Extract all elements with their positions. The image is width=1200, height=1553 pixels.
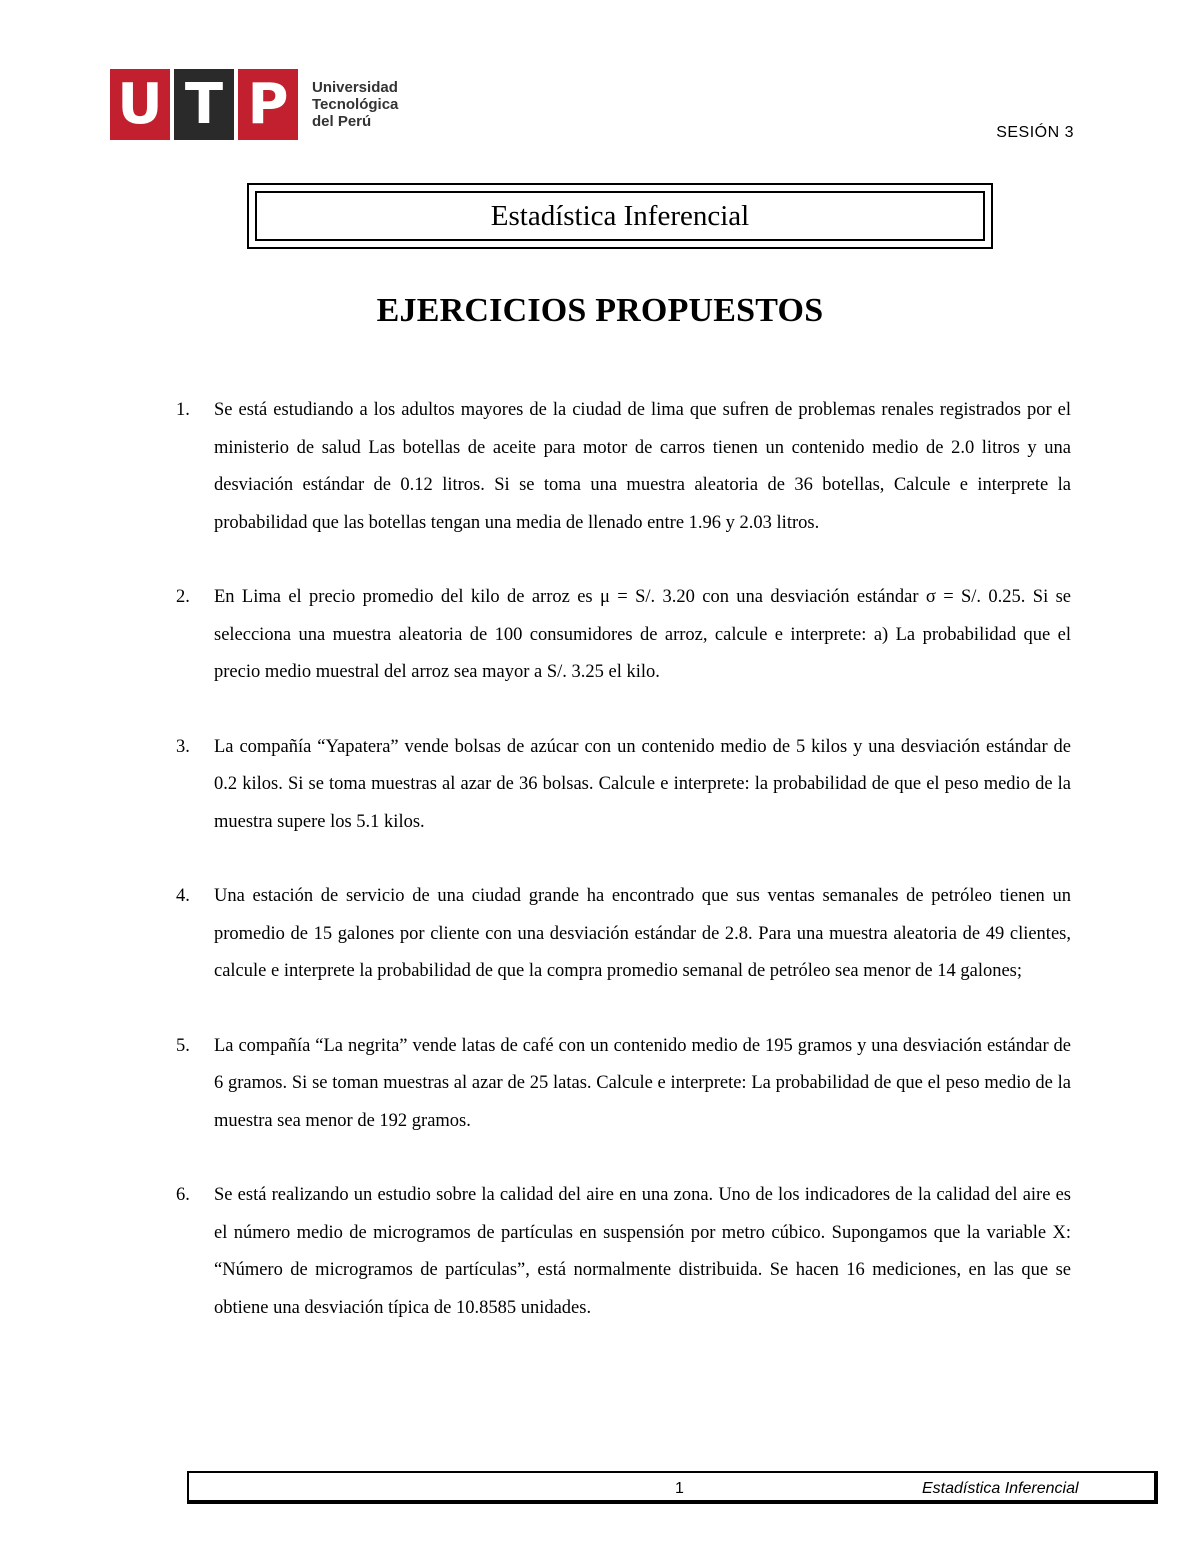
exercise-text: La compañía “Yapatera” vende bolsas de azúcar con un contenido medio de 5 kilos y una desviación estándar de 0.2 kilos. Si se toma muestras al azar de 36 bolsas. Calcule e interprete: la probabilidad de que el peso medio de la muestra supere los 5.1 kilos. <box>214 736 1071 832</box>
footer-course-title: Estadística Inferencial <box>922 1480 1079 1497</box>
exercise-number: 3. <box>176 736 190 757</box>
exercise-text: En Lima el precio promedio del kilo de arroz es μ = S/. 3.20 con una desviación estándar σ = S/. 0.25. Si se selecciona una muestra aleatoria de 100 consumidores de arroz, calcule e interprete: a) La probabilidad que el precio medio muestral del arroz sea mayor a S/. 3.25 el kilo. <box>214 587 1071 682</box>
exercise-text: Se está estudiando a los adultos mayores de la ciudad de lima que sufren de problemas renales registrados por el ministerio de salud Las botellas de aceite para motor de carros tienen un contenido medio de 2.0 litros y una desviación estándar de 0.12 litros. Si se toma una muestra aleatoria de 36 botellas, Calcule e interprete la probabilidad que las botellas tengan una media de llenado entre 1.96 y 2.03 litros. <box>214 400 1071 533</box>
exercise-number: 5. <box>176 1035 190 1056</box>
exercise-number: 4. <box>176 886 190 906</box>
exercise-number: 2. <box>176 587 190 607</box>
exercise-item <box>176 1177 1071 1327</box>
session-label: SESIÓN 3 <box>996 124 1074 141</box>
exercise-item <box>176 729 1071 842</box>
exercise-number: 6. <box>176 1185 190 1205</box>
course-title-box <box>247 183 993 249</box>
logo-letter-t: T <box>174 69 234 140</box>
exercise-item <box>176 878 1071 991</box>
exercise-list <box>176 392 1071 1364</box>
exercise-item <box>176 392 1071 542</box>
page-footer <box>187 1471 1158 1504</box>
exercise-text: La compañía “La negrita” vende latas de café con un contenido medio de 195 gramos y una desviación estándar de 6 gramos. Si se toman muestras al azar de 25 latas. Calcule e interprete: La probabilidad de que el peso medio de la muestra sea menor de 192 gramos. <box>214 1035 1071 1131</box>
logo-letter-u: U <box>110 69 170 140</box>
exercise-item <box>176 579 1071 692</box>
course-title: Estadística Inferencial <box>255 191 985 241</box>
page-heading: EJERCICIOS PROPUESTOS <box>376 292 824 329</box>
logo-letter-p: P <box>238 69 298 140</box>
exercise-item <box>176 1028 1071 1141</box>
exercise-number: 1. <box>176 400 190 420</box>
exercise-text: Una estación de servicio de una ciudad grande ha encontrado que sus ventas semanales de petróleo tienen un promedio de 15 galones por cliente con una desviación estándar de 2.8. Para una muestra aleatoria de 49 clientes, calcule e interprete la probabilidad de que la compra promedio semanal de petróleo sea menor de 14 galones; <box>214 886 1071 981</box>
exercise-text: Se está realizando un estudio sobre la calidad del aire en una zona. Uno de los indicadores de la calidad del aire es el número medio de microgramos de partículas en suspensión por metro cúbico. Supongamos que la variable X: “Número de microgramos de partículas”, está normalmente distribuida. Se hacen 16 mediciones, en las que se obtiene una desviación típica de 10.8585 unidades. <box>214 1185 1071 1318</box>
utp-logo <box>110 69 398 140</box>
university-name: Universidad Tecnológica del Perú <box>312 79 399 130</box>
page-number: 1 <box>675 1480 684 1497</box>
